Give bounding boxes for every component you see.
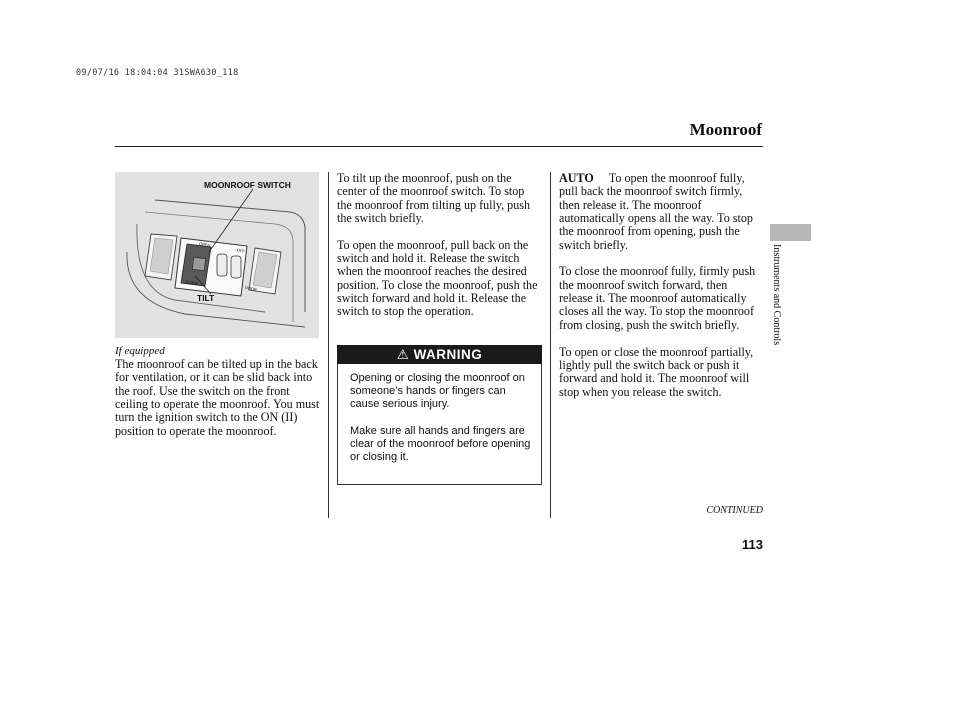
warning-text xyxy=(350,372,535,478)
auto-paragraph xyxy=(559,172,763,252)
column-2 xyxy=(337,172,541,332)
warning-paragraph-1: Opening or closing the moonroof on someone’s hands or fingers can cause serious injury. xyxy=(350,372,525,411)
tilt-callout: TILT xyxy=(197,293,215,303)
figure-caption: If equipped xyxy=(115,345,165,357)
section-title: Moonroof xyxy=(689,120,762,139)
open-label: OPEN xyxy=(198,241,211,248)
side-tab xyxy=(764,244,786,374)
intro-paragraph: The moonroof can be tilted up in the back for ventilation, or it can be slid back into the roof. Use the switch on the front ceiling to operate the moonroof. You must turn the ignition switch to the ON (II) position to operate the moonroof. xyxy=(115,357,320,438)
tilt-paragraph: To tilt up the moonroof, push on the center of the moonroof switch. To stop the moonroof from tilting up fully, push the switch briefly. xyxy=(337,171,531,226)
column-divider-2 xyxy=(550,172,551,518)
column-divider-1 xyxy=(328,172,329,518)
header-rule xyxy=(115,146,763,147)
column-3 xyxy=(559,172,763,412)
side-tab-label: Instruments and Controls xyxy=(771,244,782,346)
off-label: OFF xyxy=(236,247,246,254)
close-fully-paragraph: To close the moonroof fully, firmly push the moonroof switch forward, then release it. The moonroof automatically closes all the way. To stop the moonroof from closing, push the switch briefly. xyxy=(559,264,756,332)
continued-label: CONTINUED xyxy=(706,505,763,516)
column-1 xyxy=(115,358,321,451)
moonroof-switch-callout: MOONROOF SWITCH xyxy=(204,180,291,190)
close-label: CLOSE xyxy=(184,278,199,287)
door-label: DOOR xyxy=(244,284,258,293)
warning-paragraph-2: Make sure all hands and fingers are clear of the moonroof before opening or closing it. xyxy=(350,424,531,464)
section-tab-marker xyxy=(770,224,811,241)
warning-triangle-icon: ⚠ xyxy=(396,347,410,362)
partial-paragraph: To open or close the moonroof partially, lightly pull the switch back or push it forward and hold it. The moonroof will stop when you release the switch. xyxy=(559,344,754,399)
auto-label: AUTO xyxy=(559,171,594,185)
print-stamp: 09/07/16 18:04:04 31SWA630_118 xyxy=(76,68,239,78)
moonroof-switch-figure xyxy=(115,172,319,338)
page-number: 113 xyxy=(742,537,763,552)
warning-heading: WARNING xyxy=(413,347,483,362)
console-illustration xyxy=(115,172,319,338)
warning-header xyxy=(337,345,542,364)
open-close-paragraph: To open the moonroof, pull back on the switch and hold it. Release the switch when the moonroof reaches the desired position. To close the moonroof, push the switch forward and hold it. Release the switch to stop the operation. xyxy=(337,237,538,319)
auto-text: To open the moonroof fully, pull back the moonroof switch firmly, then release it. The moonroof automatically opens all the way. To stop the moonroof from opening, push the switch briefly. xyxy=(559,171,753,252)
